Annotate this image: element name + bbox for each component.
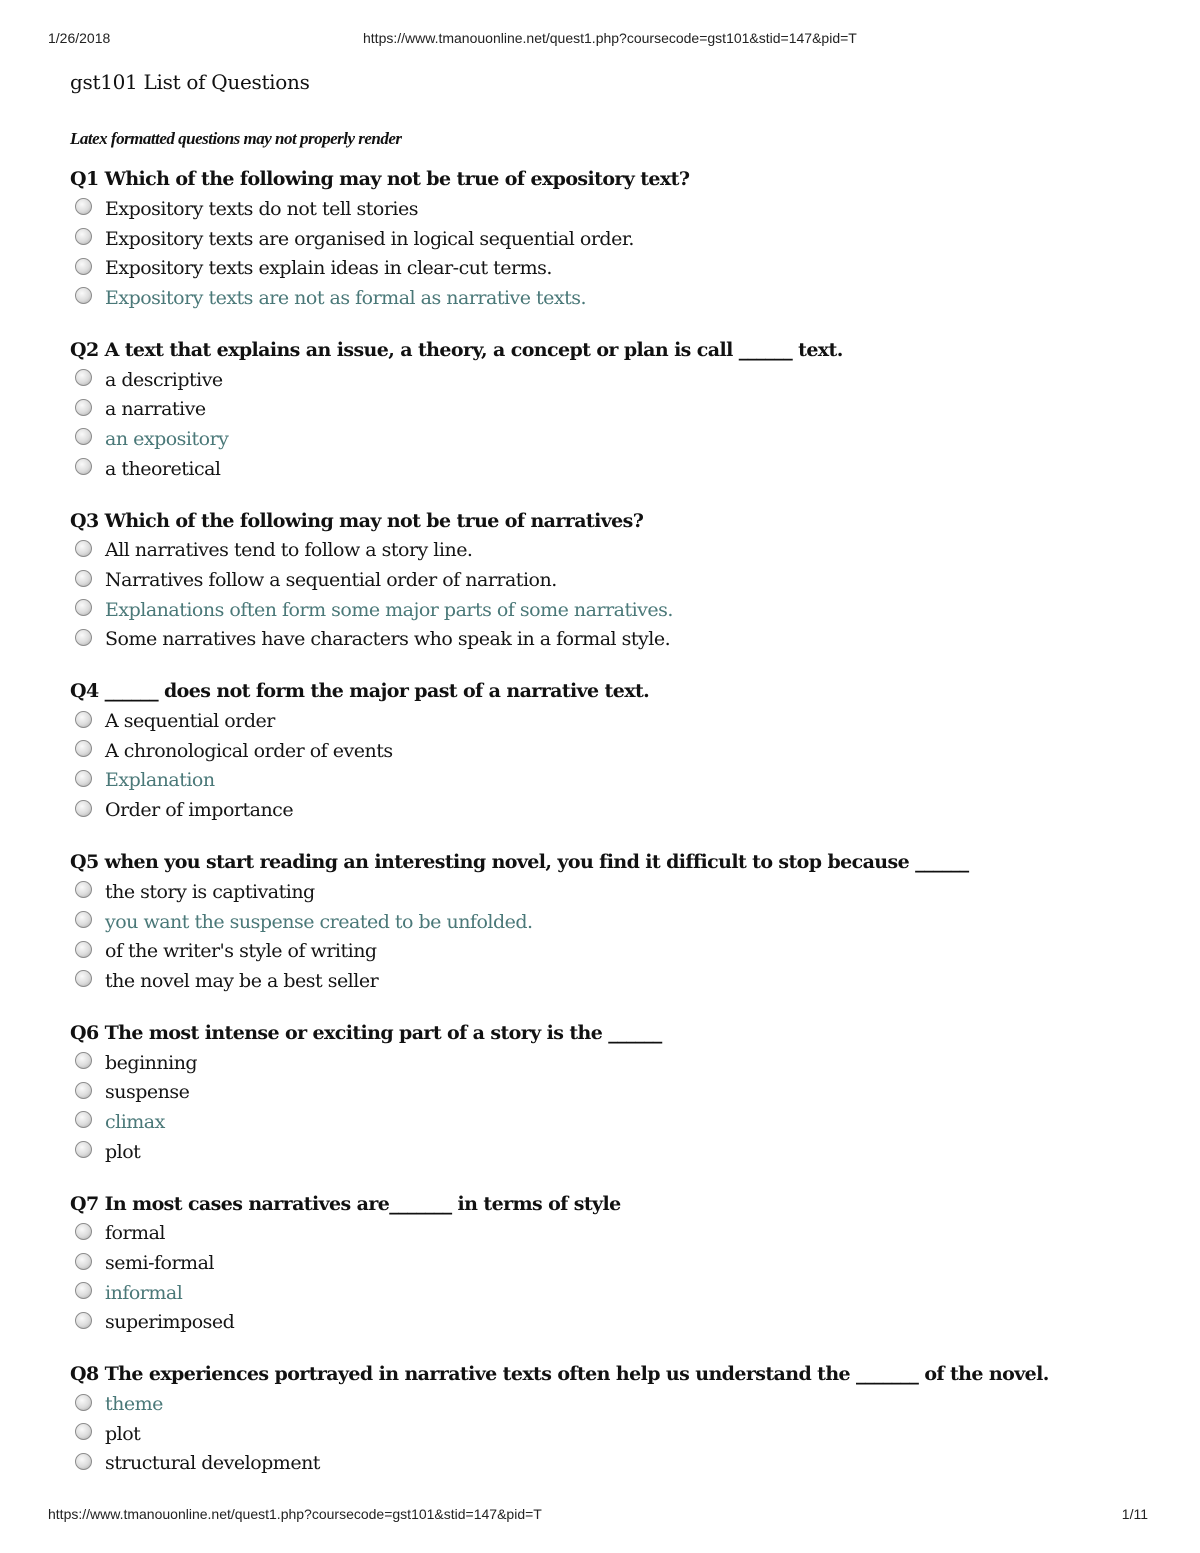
answer-option[interactable] bbox=[75, 1048, 1160, 1078]
answer-option-correct[interactable] bbox=[75, 424, 1160, 454]
answer-option[interactable] bbox=[75, 1077, 1160, 1107]
option-label: Expository texts are not as formal as narrative texts. bbox=[105, 286, 587, 309]
radio-button-icon[interactable] bbox=[75, 1253, 92, 1270]
option-label: a descriptive bbox=[105, 368, 223, 391]
option-label: the story is captivating bbox=[105, 880, 315, 903]
question-block bbox=[70, 506, 1160, 655]
option-label: All narratives tend to follow a story line. bbox=[105, 539, 473, 562]
question-text: Q2 A text that explains an issue, a theory, a concept or plan is call ______ text. bbox=[70, 338, 843, 361]
answer-option[interactable] bbox=[75, 706, 1160, 736]
answer-option[interactable] bbox=[75, 224, 1160, 254]
latex-notice: Latex formatted questions may not properly render bbox=[70, 129, 402, 148]
option-label: Explanations often form some major parts of some narratives. bbox=[105, 598, 673, 621]
question-text: Q1 Which of the following may not be true of expository text? bbox=[70, 168, 690, 190]
option-label: informal bbox=[105, 1281, 183, 1304]
question-block bbox=[70, 1018, 1160, 1167]
option-label: semi-formal bbox=[105, 1252, 214, 1275]
question-text: Q5 when you start reading an interesting novel, you find it difficult to stop because ______ bbox=[70, 851, 969, 873]
answer-option[interactable] bbox=[75, 736, 1160, 766]
answer-option[interactable] bbox=[75, 1248, 1160, 1278]
option-label: Expository texts are organised in logical sequential order. bbox=[105, 227, 634, 250]
option-label: you want the suspense created to be unfolded. bbox=[105, 910, 533, 933]
option-label: Explanation bbox=[105, 769, 215, 792]
answer-option[interactable] bbox=[75, 1219, 1160, 1249]
option-label: Expository texts do not tell stories bbox=[105, 197, 419, 220]
answer-option[interactable] bbox=[75, 877, 1160, 907]
question-list bbox=[70, 164, 1160, 1478]
option-label: Narratives follow a sequential order of narration. bbox=[105, 569, 557, 592]
answer-option[interactable] bbox=[75, 394, 1160, 424]
option-label: plot bbox=[105, 1422, 141, 1445]
radio-button-icon[interactable] bbox=[75, 1052, 92, 1069]
question-text: Q3 Which of the following may not be true of narratives? bbox=[70, 509, 644, 532]
question-block bbox=[70, 676, 1160, 825]
radio-button-icon[interactable] bbox=[75, 711, 92, 728]
option-label: the novel may be a best seller bbox=[105, 969, 379, 992]
option-label: climax bbox=[105, 1110, 165, 1133]
page-number: 1/11 bbox=[1121, 1506, 1148, 1522]
radio-button-icon[interactable] bbox=[75, 198, 92, 215]
option-label: Some narratives have characters who speak in a formal style. bbox=[105, 628, 671, 651]
option-label: theme bbox=[105, 1393, 163, 1416]
radio-button-icon[interactable] bbox=[75, 740, 92, 757]
page-title: gst101 List of Questions bbox=[70, 70, 310, 94]
answer-option[interactable] bbox=[75, 1449, 1160, 1479]
print-footer-url: https://www.tmanouonline.net/quest1.php?coursecode=gst101&stid=147&pid=T bbox=[48, 1506, 542, 1522]
page-content bbox=[70, 66, 1160, 1500]
radio-button-icon[interactable] bbox=[75, 911, 92, 928]
answer-option[interactable] bbox=[75, 536, 1160, 566]
option-label: structural development bbox=[105, 1452, 320, 1475]
answer-option-correct[interactable] bbox=[75, 1389, 1160, 1419]
radio-button-icon[interactable] bbox=[75, 770, 92, 787]
radio-button-icon[interactable] bbox=[75, 399, 92, 416]
answer-option[interactable] bbox=[75, 936, 1160, 966]
option-label: A sequential order bbox=[105, 710, 275, 733]
option-label: of the writer's style of writing bbox=[105, 940, 377, 963]
radio-button-icon[interactable] bbox=[75, 970, 92, 987]
radio-button-icon[interactable] bbox=[75, 1082, 92, 1099]
answer-option-correct[interactable] bbox=[75, 907, 1160, 937]
radio-button-icon[interactable] bbox=[75, 287, 92, 304]
option-label: beginning bbox=[105, 1051, 198, 1074]
radio-button-icon[interactable] bbox=[75, 428, 92, 445]
option-label: plot bbox=[105, 1140, 141, 1163]
question-text: Q8 The experiences portrayed in narrative texts often help us understand the _______ of the novel. bbox=[70, 1363, 1049, 1386]
radio-button-icon[interactable] bbox=[75, 228, 92, 245]
option-label: a narrative bbox=[105, 398, 206, 421]
radio-button-icon[interactable] bbox=[75, 941, 92, 958]
answer-option[interactable] bbox=[75, 1308, 1160, 1338]
option-label: formal bbox=[105, 1222, 165, 1245]
radio-button-icon[interactable] bbox=[75, 1312, 92, 1329]
answer-option[interactable] bbox=[75, 565, 1160, 595]
option-label: superimposed bbox=[105, 1311, 235, 1334]
answer-option-correct[interactable] bbox=[75, 283, 1160, 313]
answer-option[interactable] bbox=[75, 795, 1160, 825]
question-text: Q4 ______ does not form the major past of a narrative text. bbox=[70, 680, 650, 703]
answer-option-correct[interactable] bbox=[75, 595, 1160, 625]
radio-button-icon[interactable] bbox=[75, 599, 92, 616]
option-label: Order of importance bbox=[105, 799, 294, 822]
radio-button-icon[interactable] bbox=[75, 1394, 92, 1411]
answer-option[interactable] bbox=[75, 253, 1160, 283]
answer-option[interactable] bbox=[75, 365, 1160, 395]
radio-button-icon[interactable] bbox=[75, 1423, 92, 1440]
question-block bbox=[70, 1189, 1160, 1338]
radio-button-icon[interactable] bbox=[75, 570, 92, 587]
radio-button-icon[interactable] bbox=[75, 458, 92, 475]
radio-button-icon[interactable] bbox=[75, 1111, 92, 1128]
radio-button-icon[interactable] bbox=[75, 800, 92, 817]
answer-option[interactable] bbox=[75, 625, 1160, 655]
print-header-url: https://www.tmanouonline.net/quest1.php?coursecode=gst101&stid=147&pid=T bbox=[363, 30, 857, 46]
answer-option-correct[interactable] bbox=[75, 766, 1160, 796]
radio-button-icon[interactable] bbox=[75, 1453, 92, 1470]
answer-option-correct[interactable] bbox=[75, 1107, 1160, 1137]
question-block bbox=[70, 164, 1160, 313]
question-text: Q7 In most cases narratives are_______ in terms of style bbox=[70, 1192, 621, 1215]
option-label: A chronological order of events bbox=[105, 739, 393, 762]
radio-button-icon[interactable] bbox=[75, 881, 92, 898]
answer-option-correct[interactable] bbox=[75, 1278, 1160, 1308]
print-date: 1/26/2018 bbox=[48, 30, 111, 46]
radio-button-icon[interactable] bbox=[75, 629, 92, 646]
radio-button-icon[interactable] bbox=[75, 1282, 92, 1299]
question-block bbox=[70, 335, 1160, 484]
option-label: Expository texts explain ideas in clear-cut terms. bbox=[105, 257, 552, 280]
answer-option[interactable] bbox=[75, 1137, 1160, 1167]
radio-button-icon[interactable] bbox=[75, 369, 92, 386]
option-label: suspense bbox=[105, 1081, 190, 1104]
radio-button-icon[interactable] bbox=[75, 258, 92, 275]
question-text: Q6 The most intense or exciting part of a story is the ______ bbox=[70, 1021, 662, 1044]
radio-button-icon[interactable] bbox=[75, 540, 92, 557]
question-block bbox=[70, 1359, 1160, 1478]
question-block bbox=[70, 847, 1160, 996]
option-label: an expository bbox=[105, 427, 229, 450]
answer-option[interactable] bbox=[75, 454, 1160, 484]
radio-button-icon[interactable] bbox=[75, 1223, 92, 1240]
radio-button-icon[interactable] bbox=[75, 1141, 92, 1158]
answer-option[interactable] bbox=[75, 966, 1160, 996]
answer-option[interactable] bbox=[75, 1419, 1160, 1449]
answer-option[interactable] bbox=[75, 194, 1160, 224]
option-label: a theoretical bbox=[105, 457, 221, 480]
